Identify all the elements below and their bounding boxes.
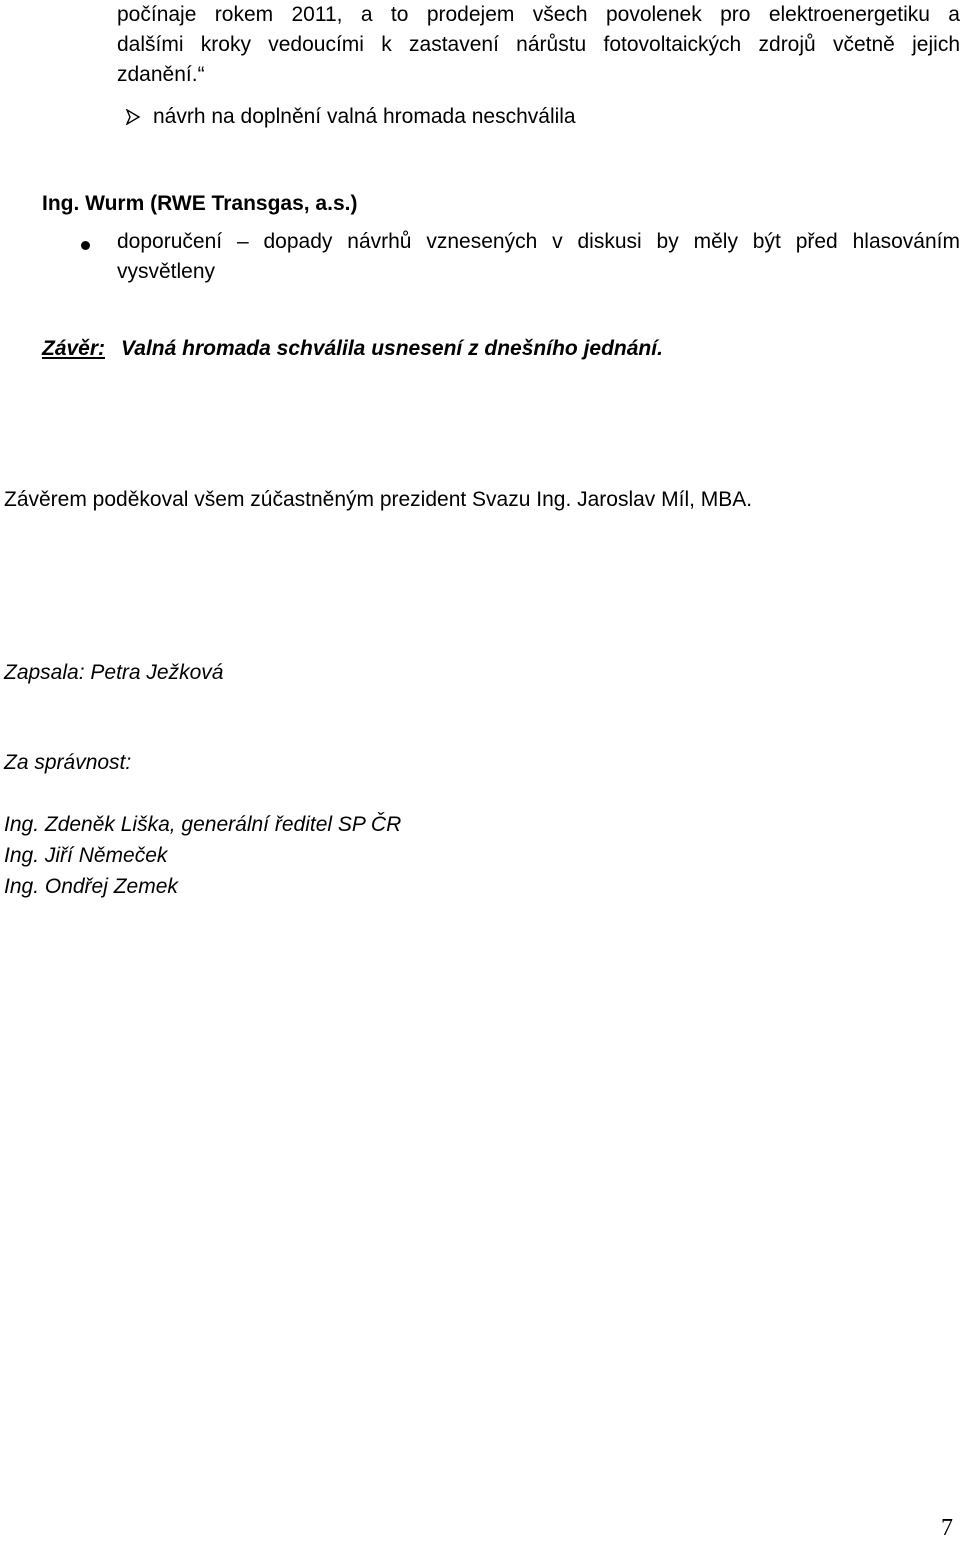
signer-name: Ing. Ondřej Zemek — [4, 875, 178, 898]
page-number: 7 — [941, 1515, 953, 1541]
conclusion — [42, 334, 663, 364]
intro-line: dalšími kroky vedoucími k zastavení nárůstu fotovoltaických zdrojů včetně jejich — [117, 33, 960, 56]
closing-thanks: Závěrem poděkoval všem zúčastněným prezident Svazu Ing. Jaroslav Míl, MBA. — [4, 488, 753, 511]
arrow-bullet-icon — [125, 109, 141, 125]
verified-by-label: Za správnost: — [4, 751, 132, 774]
bullet-item-line: doporučení – dopady návrhů vznesených v diskusi by měly být před hlasováním — [117, 230, 960, 253]
intro-line: zdanění.“ — [117, 63, 205, 86]
bullet-item-line: vysvětleny — [117, 260, 216, 283]
recorded-by: Zapsala: Petra Ježková — [4, 661, 224, 684]
conclusion-label: Závěr: — [42, 337, 106, 360]
arrow-item-text: návrh na doplnění valná hromada neschválila — [153, 105, 576, 128]
intro-line: počínaje rokem 2011, a to prodejem všech povolenek pro elektroenergetiku a — [117, 3, 960, 26]
signer-name: Ing. Jiří Němeček — [4, 844, 168, 867]
conclusion-text: Valná hromada schválila usnesení z dnešního jednání. — [121, 337, 663, 360]
bullet-item-text — [117, 227, 960, 287]
bullet-list-item — [0, 227, 960, 289]
signer-name: Ing. Zdeněk Liška, generální ředitel SP ČR — [4, 813, 402, 836]
round-bullet-icon — [81, 241, 90, 250]
intro-paragraph — [117, 0, 960, 90]
speaker-heading: Ing. Wurm (RWE Transgas, a.s.) — [42, 192, 358, 215]
signers-list — [4, 809, 401, 902]
